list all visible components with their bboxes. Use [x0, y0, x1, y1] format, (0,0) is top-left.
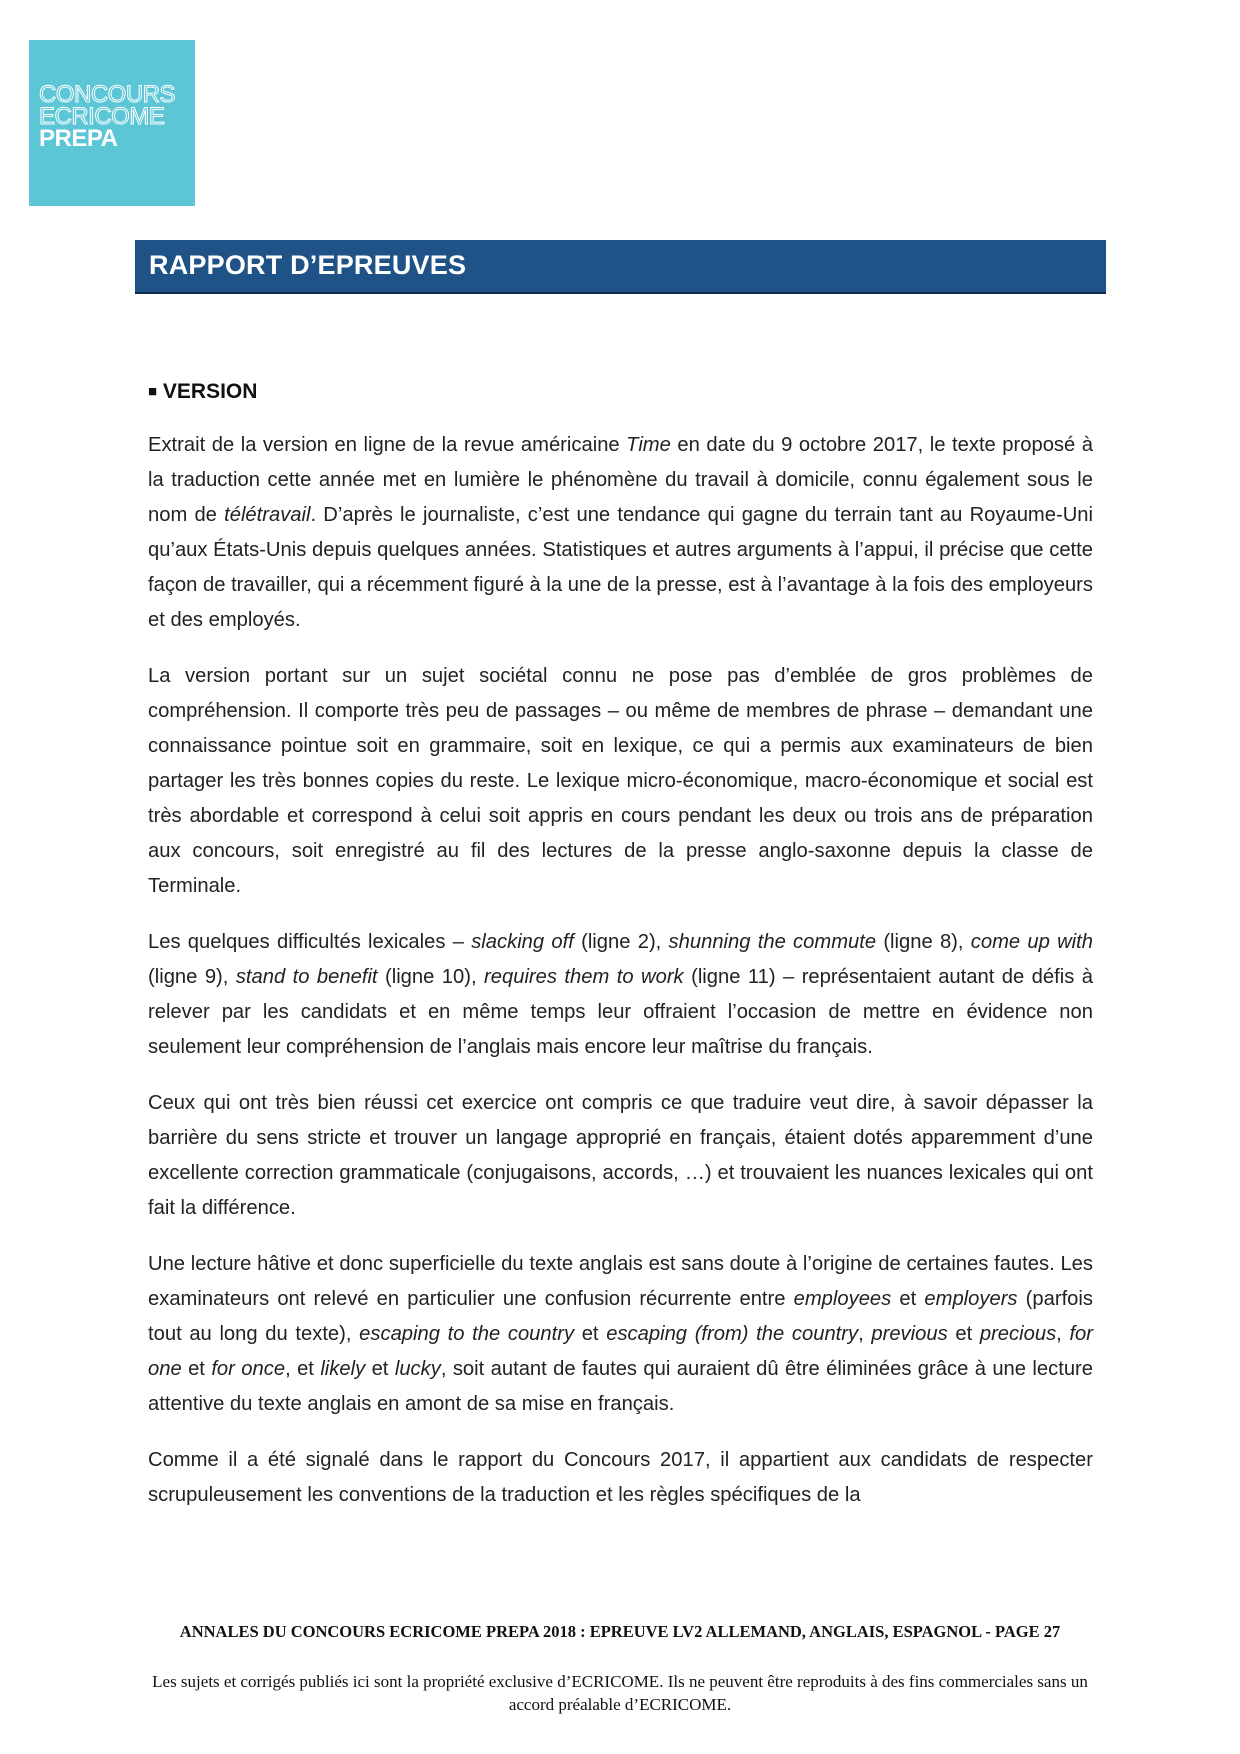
- logo-line-prepa: PREPA: [39, 125, 118, 152]
- paragraph-1: Extrait de la version en ligne de la revue américaine Time en date du 9 octobre 2017, le texte proposé à la traduction cette année met en lumière le phénomène du travail à domicile, connu également sous le nom de télétravail. D’après le journaliste, c’est une tendance qui gagne du terrain tant au Royaume-Uni qu’aux États-Unis depuis quelques années. Statistiques et autres arguments à l’appui, il précise que cette façon de travailler, qui a récemment figuré à la une de la presse, est à l’avantage à la fois des employeurs et des employés.: [148, 434, 1093, 631]
- banner-title: RAPPORT D’EPREUVES: [149, 250, 467, 280]
- section-heading: [148, 380, 1093, 404]
- square-bullet-icon: ■: [148, 383, 158, 400]
- footer-title: ANNALES DU CONCOURS ECRICOME PREPA 2018 : EPREUVE LV2 ALLEMAND, ANGLAIS, ESPAGNOL - PAGE 27: [179, 1622, 1061, 1641]
- paragraph-6: Comme il a été signalé dans le rapport du Concours 2017, il appartient aux candidats de respecter scrupuleusement les conventions de la traduction et les règles spécifiques de la: [148, 1449, 1093, 1506]
- paragraph-3: Les quelques difficultés lexicales – slacking off (ligne 2), shunning the commute (ligne 8), come up with (ligne 9), stand to benefit (ligne 10), requires them to work (ligne 11) – représentaient autant de défis à relever par les candidats et en même temps leur offraient l’occasion de mettre en évidence non seulement leur compréhension de l’anglais mais encore leur maîtrise du français.: [148, 931, 1094, 1058]
- paragraph-2: La version portant sur un sujet sociétal connu ne pose pas d’emblée de gros problèmes de compréhension. Il comporte très peu de passages – ou même de membres de phrase – demandant une connaissance pointue soit en grammaire, soit en lexique, ce qui a permis aux examinateurs de bien partager les très bonnes copies du reste. Le lexique micro-économique, macro-économique et social est très abordable et correspond à celui soit appris en cours pendant les deux ou trois ans de préparation aux concours, soit enregistré au fil des lectures de la presse anglo-saxonne depuis la classe de Terminale.: [148, 665, 1093, 897]
- section-title: VERSION: [162, 380, 258, 403]
- ecricome-logo: [29, 40, 195, 206]
- document-body: [148, 380, 1093, 1534]
- paragraph-4: Ceux qui ont très bien réussi cet exercice ont compris ce que traduire veut dire, à savoir dépasser la barrière du sens stricte et trouver un langage approprié en français, étaient dotés apparemment d’une excellente correction grammaticale (conjugaisons, accords, …) et trouvaient les nuances lexicales qui ont fait la différence.: [148, 1092, 1093, 1219]
- report-banner: [135, 240, 1106, 294]
- footer-copyright-note: Les sujets et corrigés publiés ici sont la propriété exclusive d’ECRICOME. Ils ne peuvent être reproduits à des fins commerciales sans un accord préalable d’ECRICOME.: [152, 1672, 1088, 1714]
- logo-line-concours: CONCOURS: [39, 81, 176, 108]
- paragraph-5: Une lecture hâtive et donc superficielle du texte anglais est sans doute à l’origine de certaines fautes. Les examinateurs ont relevé en particulier une confusion récurrente entre employees et employers (parfois tout au long du texte), escaping to the country et escaping (from) the country, previous et precious, for one et for once, et likely et lucky, soit autant de fautes qui auraient dû être éliminées grâce à une lecture attentive du texte anglais en amont de sa mise en français.: [148, 1253, 1094, 1415]
- logo-line-ecricome: ECRICOME: [39, 103, 165, 130]
